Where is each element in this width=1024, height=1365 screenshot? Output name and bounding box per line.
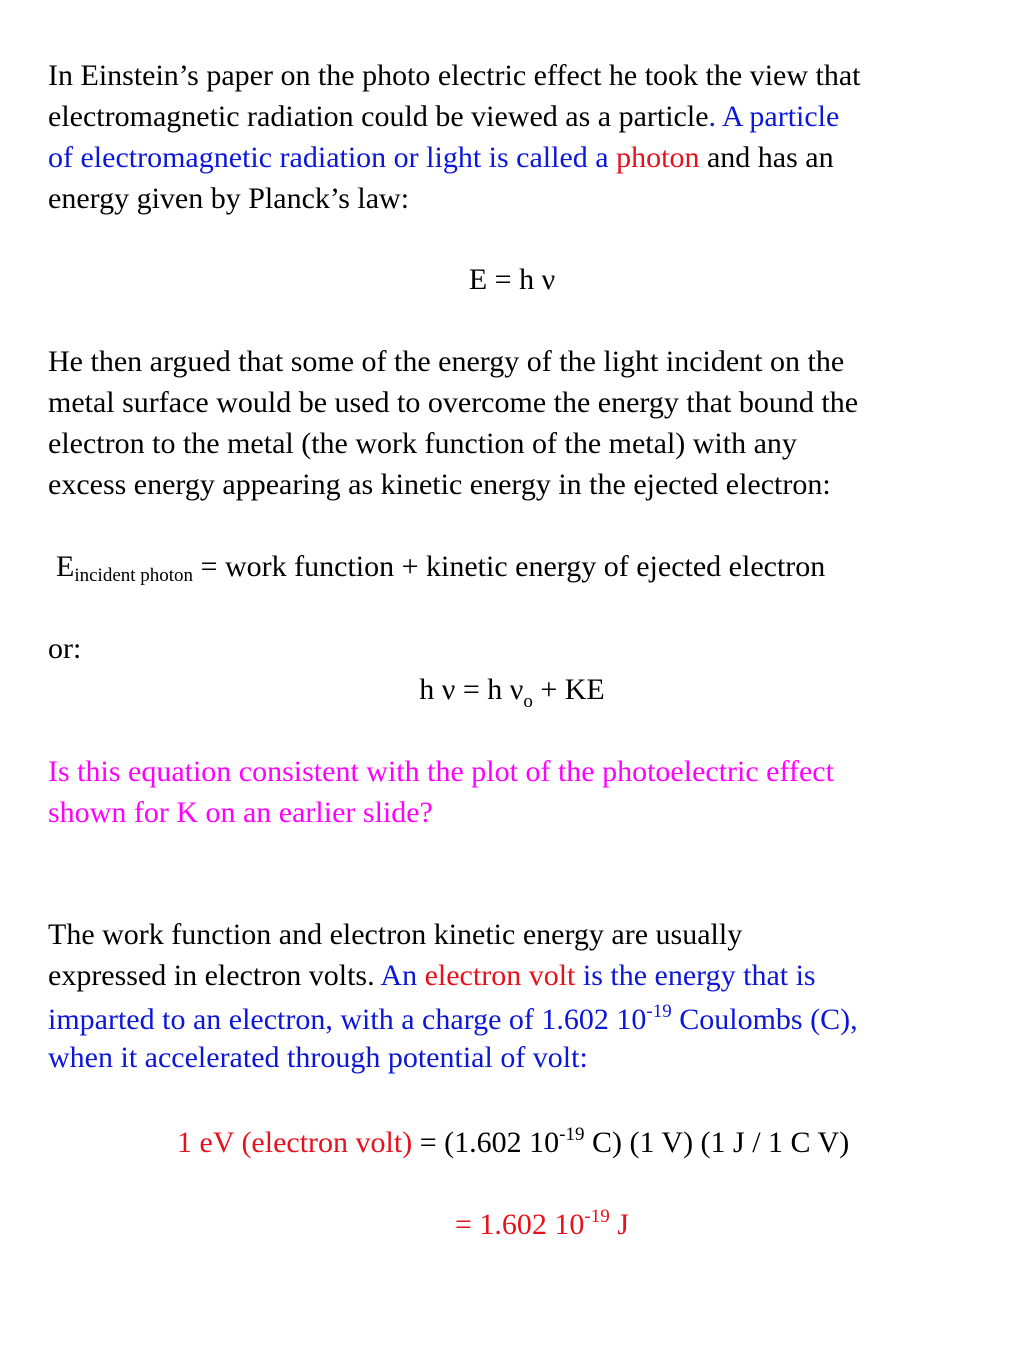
or-label: or:: [48, 632, 82, 665]
question-line-2: shown for K on an earlier slide?: [48, 796, 433, 829]
ev-line-2: expressed in electron volts. An electron volt is the energy that is: [48, 959, 816, 992]
ev-line-3: imparted to an electron, with a charge of 1.602 $10^{-19}$ Coulombs (C),: [48, 1001, 858, 1036]
ev-line-1: The work function and electron kinetic energy are usually: [48, 918, 743, 951]
argument-line-1: He then argued that some of the energy of the light incident on the: [48, 345, 845, 378]
electron-volt-term: electron volt: [424, 959, 576, 992]
intro-line-1: In Einstein’s paper on the photo electric effect he took the view that: [48, 59, 861, 92]
intro-line-3: of electromagnetic radiation or light is called a photon and has an: [48, 141, 834, 174]
question-line-1: Is this equation consistent with the plot of the photoelectric effect: [48, 755, 834, 788]
intro-line-2: electromagnetic radiation could be viewed as a particle. A particle: [48, 100, 840, 133]
ev-result: = 1.602 $10^{-19}$ J: [455, 1206, 629, 1241]
argument-line-2: metal surface would be used to overcome the energy that bound the: [48, 386, 859, 419]
argument-line-3: electron to the metal (the work function of the metal) with any: [48, 427, 797, 460]
ev-definition-equation: 1 eV (electron volt) = (1.602 $10^{-19}$ C) (1 V) (1 J / 1 C V): [177, 1124, 850, 1159]
photon-term: photon: [616, 141, 700, 174]
intro-line-4: energy given by Planck’s law:: [48, 182, 410, 215]
energy-words-equation: $E_{incident photon}$ = work function + kinetic energy of ejected electron: [56, 550, 826, 586]
planck-equation: E = h ν: [468, 263, 556, 296]
argument-line-4: excess energy appearing as kinetic energy in the ejected electron:: [48, 468, 831, 501]
symbolic-equation: h ν = h $\nu_o$ + KE: [419, 673, 605, 712]
ev-line-4: when it accelerated through potential of volt:: [48, 1041, 588, 1074]
